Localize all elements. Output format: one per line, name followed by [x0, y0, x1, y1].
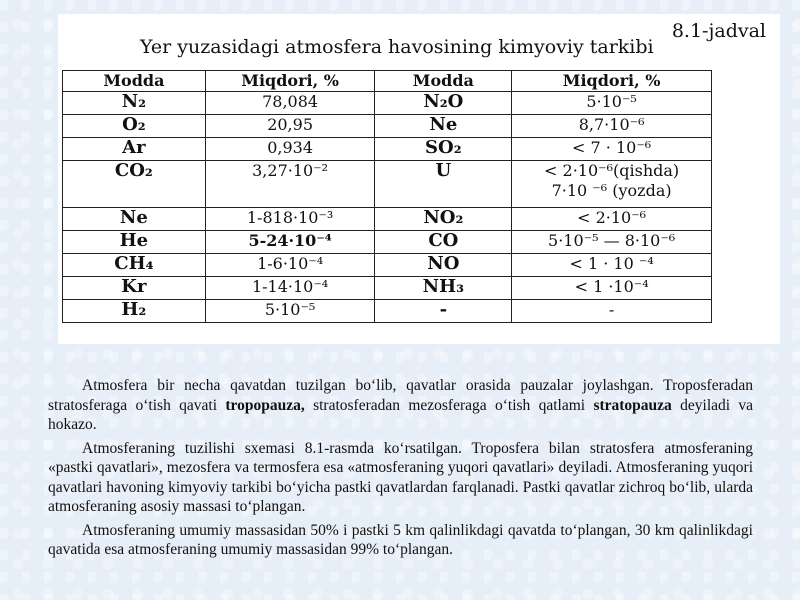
substance-cell: Ne: [375, 115, 512, 138]
substance-cell: NO₂: [375, 208, 512, 231]
paragraph-2: Atmosferaning tuzilishi sxemasi 8.1-rasmda ko‘rsatilgan. Troposfera bilan stratosfera atmosferaning «pastki qavatlari», mezosfera va termosfera esa «atmosferaning yuqori qavatlari» deyiladi. Atmosferaning yuqori qavatlari havoning kimyoviy tarkibi bo‘yicha pastki qavatlardan farqlanadi. Pastki qavatlar zichroq bo‘lib, ularda atmosferaning asosiy massasi to‘plangan.: [48, 439, 753, 515]
substance-cell: N₂: [63, 92, 206, 115]
amount-cell: 1-6·10⁻⁴: [205, 254, 375, 277]
amount-cell: 8,7·10⁻⁶: [512, 115, 712, 138]
amount-cell: 78,084: [205, 92, 375, 115]
table-header-row: [63, 71, 712, 92]
table-number: 8.1-jadval: [671, 20, 766, 42]
paragraph-3: Atmosferaning umumiy massasidan 50% i pastki 5 km qalinlikdagi qavatda to‘plangan, 30 km qalinlikdagi qavatida esa atmosferaning umumiy massasidan 99% to‘plangan.: [48, 521, 753, 558]
substance-cell: Kr: [63, 277, 206, 300]
amount-cell: 0,934: [205, 138, 375, 161]
table-row: [63, 138, 712, 161]
header-substance-2: Modda: [375, 71, 512, 92]
header-amount-2: Miqdori, %: [512, 71, 712, 92]
substance-cell: NO: [375, 254, 512, 277]
substance-cell: Ne: [63, 208, 206, 231]
composition-table-figure: [58, 14, 780, 344]
amount-cell: 3,27·10⁻²: [205, 161, 375, 208]
header-substance-1: Modda: [63, 71, 206, 92]
table-row: [63, 92, 712, 115]
substance-cell: CH₄: [63, 254, 206, 277]
amount-cell: 5·10⁻⁵ — 8·10⁻⁶: [512, 231, 712, 254]
amount-cell: 20,95: [205, 115, 375, 138]
table-row: [63, 231, 712, 254]
amount-cell: 1-14·10⁻⁴: [205, 277, 375, 300]
substance-cell: SO₂: [375, 138, 512, 161]
substance-cell: CO: [375, 231, 512, 254]
table-row: [63, 254, 712, 277]
amount-cell: -: [512, 300, 712, 323]
amount-cell: 5·10⁻⁵: [512, 92, 712, 115]
substance-cell: -: [375, 300, 512, 323]
amount-cell: < 7 · 10⁻⁶: [512, 138, 712, 161]
chemical-composition-table: [62, 70, 712, 323]
substance-cell: CO₂: [63, 161, 206, 208]
table-row: [63, 300, 712, 323]
paragraph-1-text-c: stratosferadan mezosferaga o‘tish qatlami: [304, 396, 594, 414]
table-row: [63, 277, 712, 300]
amount-cell: < 2·10⁻⁶: [512, 208, 712, 231]
substance-cell: U: [375, 161, 512, 208]
substance-cell: O₂: [63, 115, 206, 138]
paragraph-1-text-e: deyiladi va hokazo.: [48, 396, 754, 433]
amount-cell: 5-24·10⁻⁴: [205, 231, 375, 254]
paragraph-1-text-a: Atmosfera bir necha qavatdan tuzilgan bo‘lib, qavatlar orasida pauzalar joylashgan. Troposferadan stratosferaga o‘tish qavati: [48, 377, 753, 414]
substance-cell: NH₃: [375, 277, 512, 300]
amount-cell: < 2·10⁻⁶(qishda) 7·10 ⁻⁶ (yozda): [512, 161, 712, 208]
amount-cell: 5·10⁻⁵: [205, 300, 375, 323]
substance-cell: H₂: [63, 300, 206, 323]
substance-cell: He: [63, 231, 206, 254]
header-amount-1: Miqdori, %: [205, 71, 375, 92]
term-tropopauza: tropopauza,: [225, 396, 305, 414]
term-stratopauza: stratopauza: [593, 396, 672, 414]
table-row: [63, 208, 712, 231]
table-row: [63, 115, 712, 138]
body-text: [48, 376, 753, 564]
amount-cell: < 1 ·10⁻⁴: [512, 277, 712, 300]
paragraph-1: [48, 376, 753, 435]
amount-cell: < 1 · 10 ⁻⁴: [512, 254, 712, 277]
substance-cell: N₂O: [375, 92, 512, 115]
amount-cell: 1-818·10⁻³: [205, 208, 375, 231]
table-title: Yer yuzasidagi atmosfera havosining kimyoviy tarkibi: [140, 36, 654, 58]
table-row: [63, 161, 712, 208]
substance-cell: Ar: [63, 138, 206, 161]
